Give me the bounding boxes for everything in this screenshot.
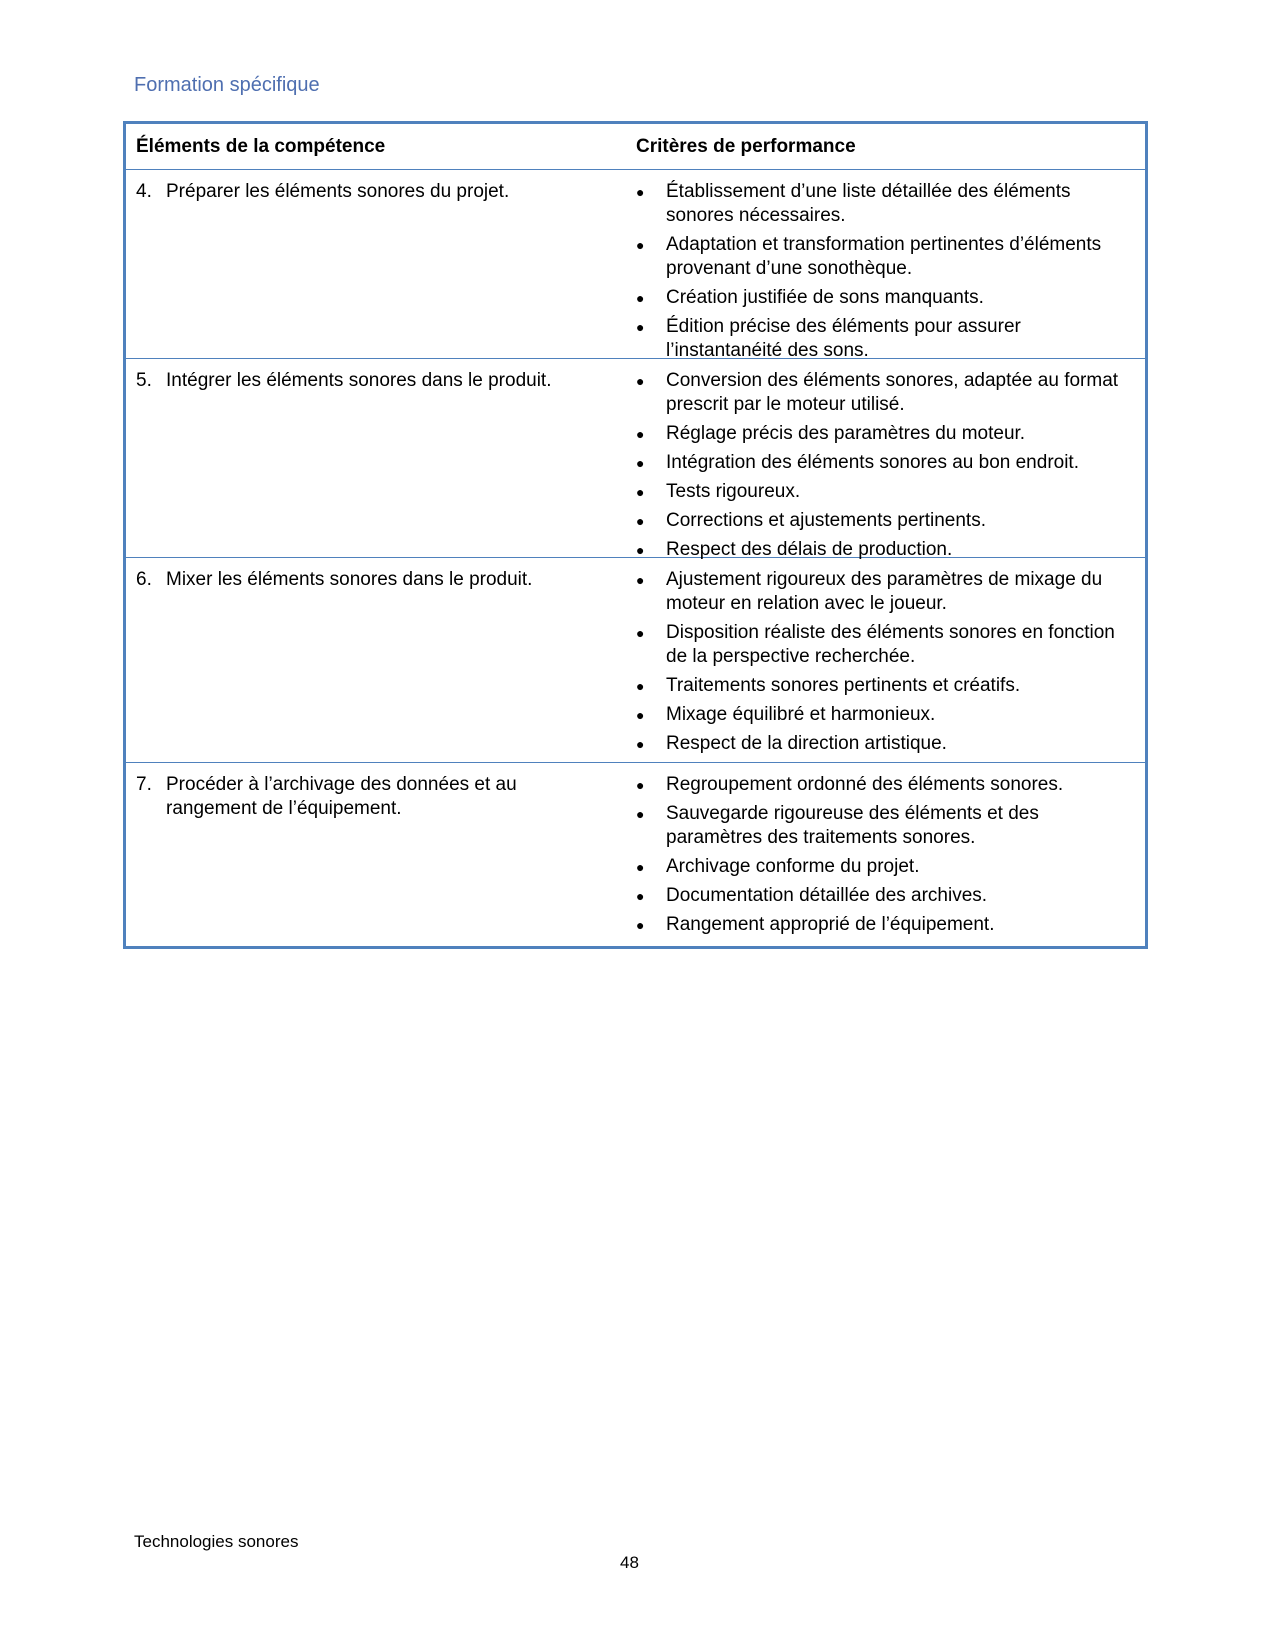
bullet-icon: ● [636, 859, 645, 875]
element-text: Intégrer les éléments sonores dans le produit. [166, 370, 552, 391]
list-item: ● Intégration des éléments sonores au bon endroit. [636, 452, 1079, 473]
bullet-icon: ● [636, 237, 645, 253]
element-number: 6. [136, 569, 152, 590]
criteria-list [636, 180, 1137, 363]
list-item: ● Rangement approprié de l’équipement. [636, 914, 995, 935]
list-item: ● Conversion des éléments sonores, adaptée au format prescrit par le moteur utilisé. [636, 370, 1119, 415]
bullet-icon: ● [636, 572, 645, 588]
element-number: 5. [136, 370, 152, 391]
bullet-icon: ● [636, 542, 645, 558]
bullet-icon: ● [636, 917, 645, 933]
bullet-icon: ● [636, 373, 645, 389]
footer-program-name: Technologies sonores [134, 1532, 299, 1551]
list-item: ● Corrections et ajustements pertinents. [636, 510, 986, 531]
table-row [126, 170, 1145, 359]
bullet-icon: ● [636, 513, 645, 529]
list-item: ● Regroupement ordonné des éléments sonores. [636, 774, 1064, 795]
list-item: ● Établissement d’une liste détaillée des éléments sonores nécessaires. [636, 181, 1071, 226]
list-item: ● Archivage conforme du projet. [636, 856, 920, 877]
competence-element [136, 773, 636, 821]
bullet-icon: ● [636, 707, 645, 723]
bullet-icon: ● [636, 455, 645, 471]
criteria-list [636, 369, 1137, 562]
element-text: Mixer les éléments sonores dans le produit. [166, 569, 533, 590]
bullet-icon: ● [636, 736, 645, 752]
list-item: ● Documentation détaillée des archives. [636, 885, 988, 906]
list-item: ● Disposition réaliste des éléments sonores en fonction de la perspective recherchée. [636, 622, 1115, 667]
bullet-icon: ● [636, 484, 645, 500]
list-item: ● Édition précise des éléments pour assurer l’instantanéité des sons. [636, 316, 1021, 361]
bullet-icon: ● [636, 806, 645, 822]
criteria-column-header: Critères de performance [636, 136, 856, 157]
bullet-icon: ● [636, 290, 645, 306]
list-item: ● Mixage équilibré et harmonieux. [636, 704, 936, 725]
element-number: 4. [136, 181, 152, 202]
list-item: ● Sauvegarde rigoureuse des éléments et des paramètres des traitements sonores. [636, 803, 1039, 848]
criteria-list [636, 773, 1137, 937]
page-number: 48 [620, 1553, 639, 1572]
competence-element [136, 568, 636, 592]
competence-element [136, 369, 636, 393]
table-row [126, 763, 1145, 946]
competence-element [136, 180, 636, 204]
criteria-list [636, 568, 1137, 756]
table-header-row [126, 124, 1145, 170]
list-item: ● Respect de la direction artistique. [636, 733, 947, 754]
elements-column-header: Éléments de la compétence [136, 136, 386, 157]
bullet-icon: ● [636, 319, 645, 335]
list-item: ● Adaptation et transformation pertinentes d’éléments provenant d’une sonothèque. [636, 234, 1102, 279]
table-row [126, 558, 1145, 763]
list-item: ● Ajustement rigoureux des paramètres de mixage du moteur en relation avec le joueur. [636, 569, 1103, 614]
element-text: Procéder à l’archivage des données et au rangement de l’équipement. [166, 774, 517, 819]
list-item: ● Tests rigoureux. [636, 481, 801, 502]
list-item: ● Création justifiée de sons manquants. [636, 287, 984, 308]
page-header-title: Formation spécifique [134, 74, 320, 96]
list-item: ● Respect des délais de production. [636, 539, 953, 560]
bullet-icon: ● [636, 625, 645, 641]
list-item: ● Réglage précis des paramètres du moteur. [636, 423, 1026, 444]
element-text: Préparer les éléments sonores du projet. [166, 181, 510, 202]
bullet-icon: ● [636, 426, 645, 442]
bullet-icon: ● [636, 678, 645, 694]
list-item: ● Traitements sonores pertinents et créatifs. [636, 675, 1021, 696]
element-number: 7. [136, 774, 152, 795]
competence-table [123, 121, 1148, 949]
bullet-icon: ● [636, 888, 645, 904]
table-row [126, 359, 1145, 558]
bullet-icon: ● [636, 184, 645, 200]
bullet-icon: ● [636, 777, 645, 793]
